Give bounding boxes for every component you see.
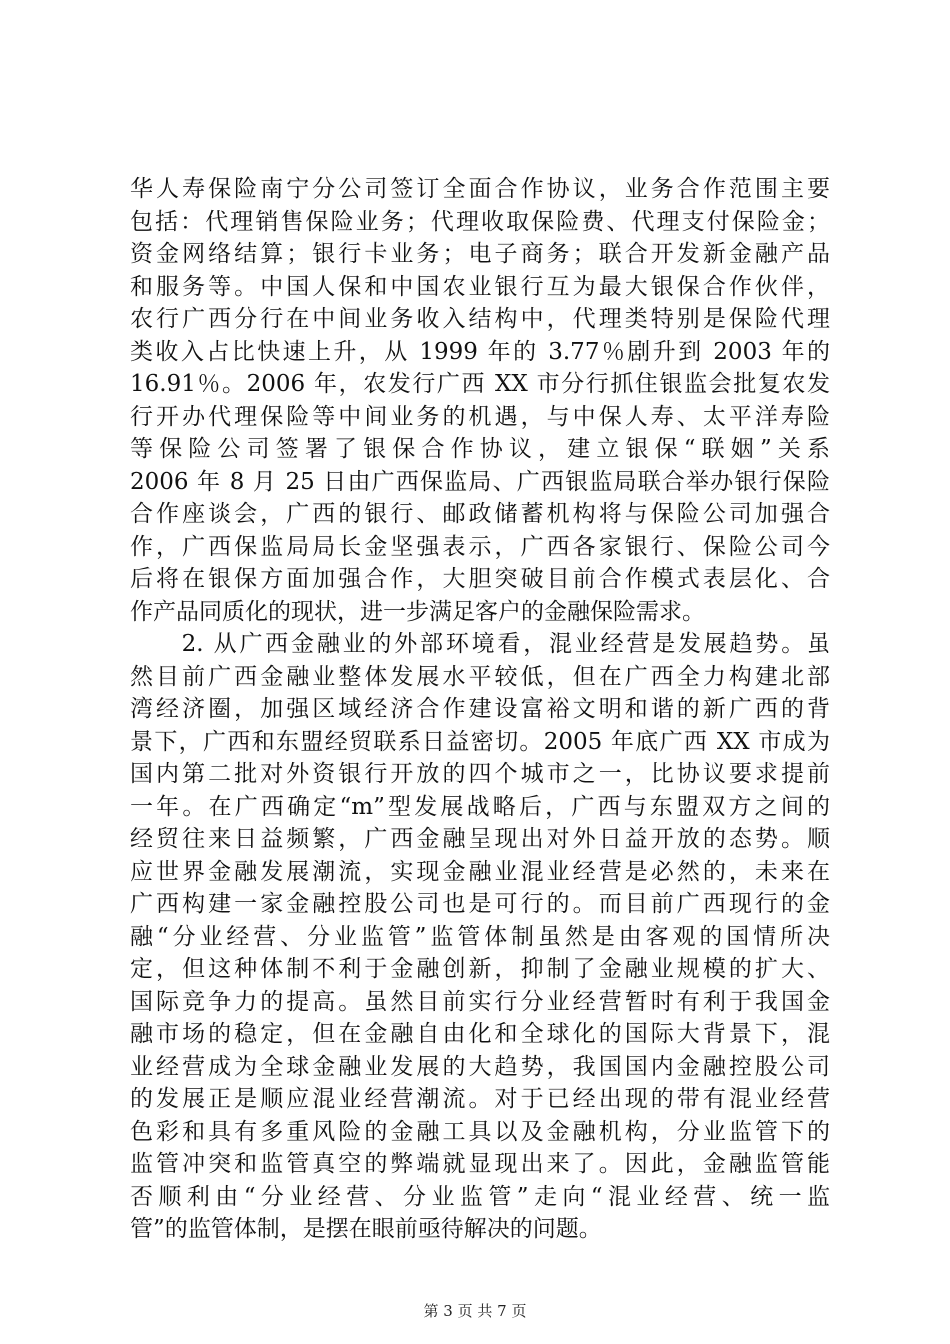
text-line: 行开办代理保险等中间业务的机遇，与中保人寿、太平洋寿险 [130, 403, 830, 430]
text-line: 类收入占比快速上升，从 1999 年的 3.77％剧升到 2003 年的 [130, 338, 830, 365]
page-number-footer: 第 3 页 共 7 页 [423, 1302, 527, 1320]
text-line: 包括：代理销售保险业务；代理收取保险费、代理支付保险金； [130, 208, 830, 235]
text-line: 作产品同质化的现状，进一步满足客户的金融保险需求。 [130, 598, 705, 625]
text-line: 否顺利由“分业经营、分业监管”走向“混业经营、统一监 [130, 1183, 830, 1210]
text-line: 色彩和具有多重风险的金融工具以及金融机构，分业监管下的 [130, 1118, 830, 1145]
text-line: 广西构建一家金融控股公司也是可行的。而目前广西现行的金 [130, 891, 830, 917]
text-line: 景下，广西和东盟经贸联系日益密切。2005 年底广西 XX 市成为 [130, 728, 830, 755]
text-line: 16.91％。2006 年，农发行广西 XX 市分行抓住银监会批复农发 [130, 371, 830, 397]
text-line: 2. 从广西金融业的外部环境看，混业经营是发展趋势。虽 [130, 631, 830, 657]
text-line: 资金网络结算；银行卡业务；电子商务；联合开发新金融产品 [130, 241, 830, 267]
text-line: 国内第二批对外资银行开放的四个城市之一，比协议要求提前 [130, 761, 830, 787]
text-line: 等保险公司签署了银保合作协议，建立银保“联姻”关系 [130, 436, 830, 462]
text-line: 湾经济圈，加强区域经济合作建设富裕文明和谐的新广西的背 [130, 696, 830, 722]
text-line: 应世界金融发展潮流，实现金融业混业经营是必然的，未来在 [130, 858, 830, 885]
text-line: 和服务等。中国人保和中国农业银行互为最大银保合作伙伴， [130, 273, 830, 300]
text-line: 经贸往来日益频繁，广西金融呈现出对外日益开放的态势。顺 [130, 826, 830, 852]
document-body [130, 173, 830, 1246]
text-line: 合作座谈会，广西的银行、邮政储蓄机构将与保险公司加强合 [130, 501, 830, 527]
text-line: 管”的监管体制，是摆在眼前亟待解决的问题。 [130, 1216, 602, 1242]
text-line: 的发展正是顺应混业经营潮流。对于已经出现的带有混业经营 [130, 1086, 830, 1112]
text-line: 后将在银保方面加强合作，大胆突破目前合作模式表层化、合 [130, 566, 830, 592]
text-line: 融“分业经营、分业监管”监管体制虽然是由客观的国情所决 [130, 923, 830, 950]
text-line: 农行广西分行在中间业务收入结构中，代理类特别是保险代理 [130, 306, 830, 332]
text-line: 一年。在广西确定“m”型发展战略后，广西与东盟双方之间的 [130, 793, 830, 820]
text-line: 华人寿保险南宁分公司签订全面合作协议，业务合作范围主要 [130, 176, 830, 202]
text-line: 国际竞争力的提高。虽然目前实行分业经营暂时有利于我国金 [130, 988, 830, 1015]
text-line: 定，但这种体制不利于金融创新，抑制了金融业规模的扩大、 [130, 956, 830, 982]
text-line: 然目前广西金融业整体发展水平较低，但在广西全力构建北部 [130, 663, 830, 690]
text-line: 监管冲突和监管真空的弊端就显现出来了。因此，金融监管能 [130, 1151, 830, 1177]
text-line: 业经营成为全球金融业发展的大趋势，我国国内金融控股公司 [130, 1053, 830, 1080]
text-line: 作，广西保监局局长金坚强表示，广西各家银行、保险公司今 [130, 533, 830, 560]
text-line: 融市场的稳定，但在金融自由化和全球化的国际大背景下，混 [130, 1021, 830, 1047]
text-line: 2006 年 8 月 25 日由广西保监局、广西银监局联合举办银行保险 [130, 468, 830, 495]
